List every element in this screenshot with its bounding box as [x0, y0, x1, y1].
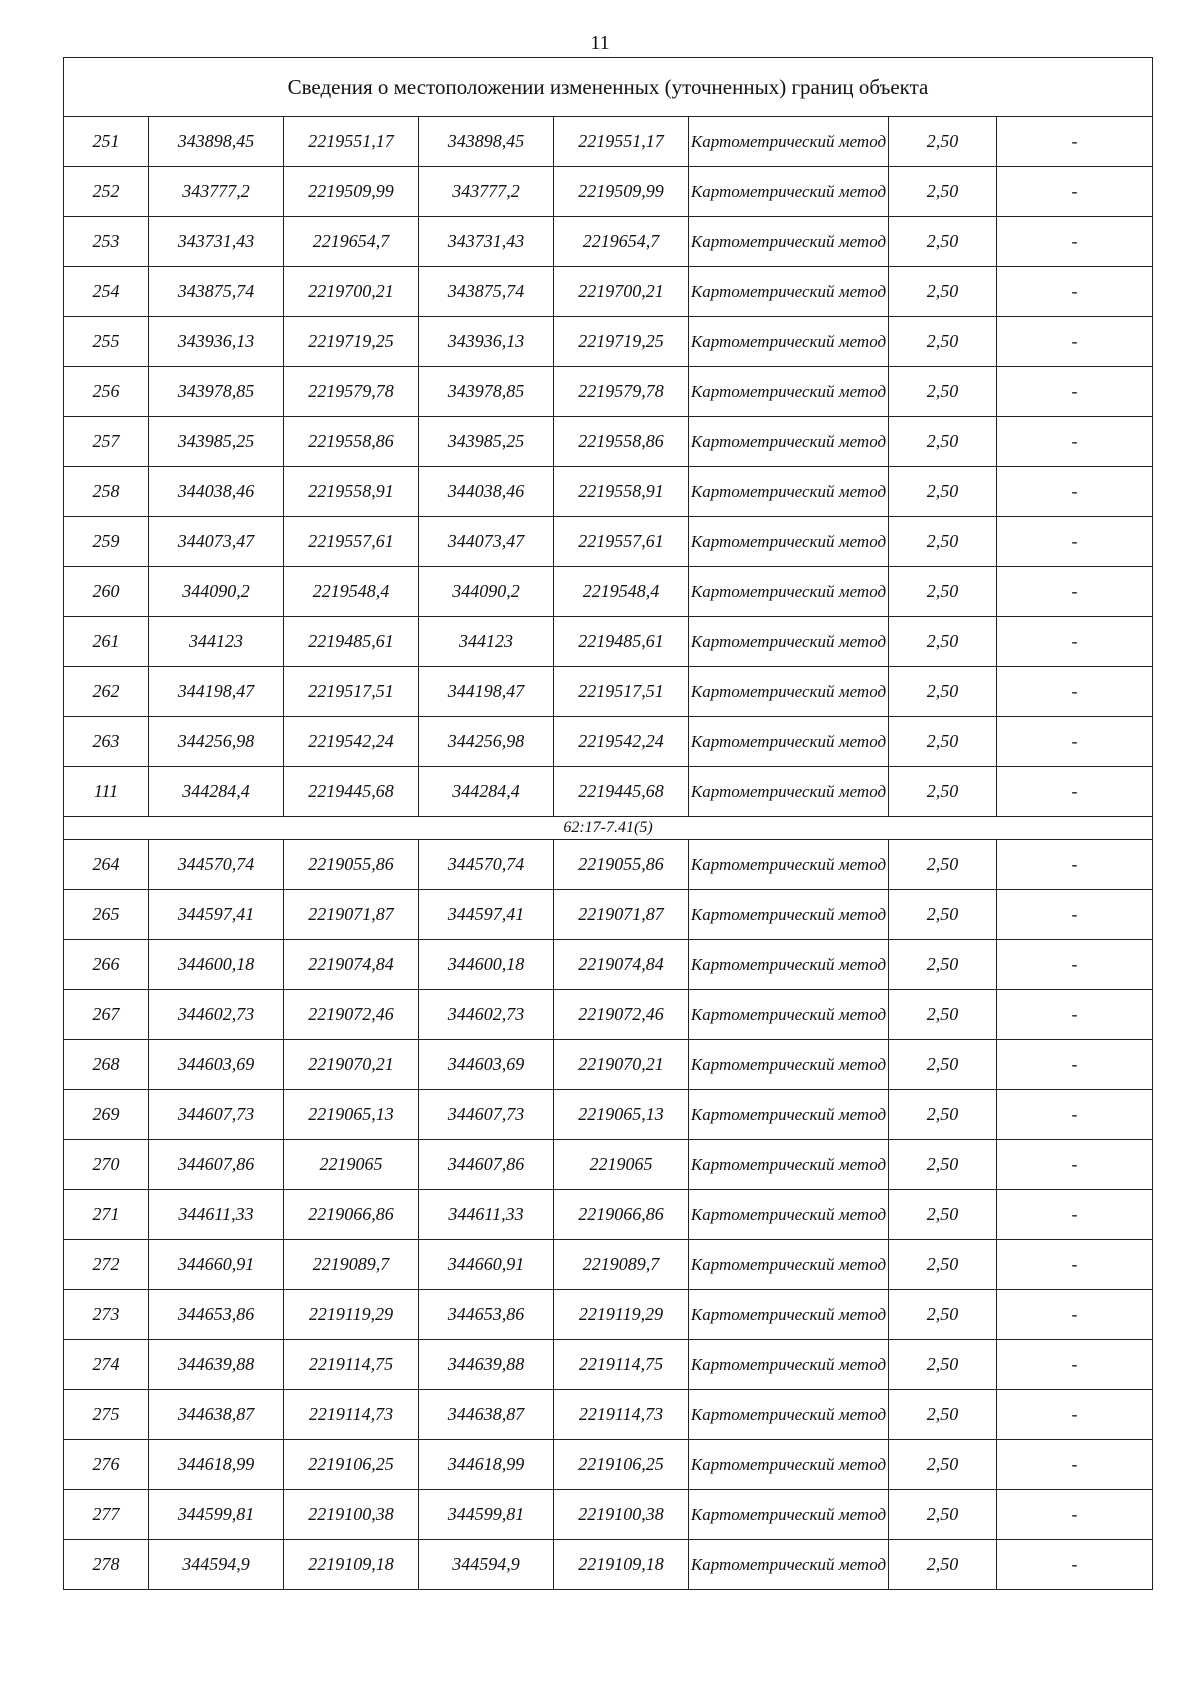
point-number-cell: 265 [64, 890, 149, 940]
method-cell: Картометрический метод [689, 567, 889, 617]
method-cell: Картометрический метод [689, 667, 889, 717]
new-x-cell: 343875,74 [419, 267, 554, 317]
description-cell: - [997, 267, 1153, 317]
table-row [64, 467, 1153, 517]
existing-x-cell: 344602,73 [149, 990, 284, 1040]
accuracy-cell: 2,50 [889, 517, 997, 567]
existing-y-cell: 2219509,99 [284, 167, 419, 217]
point-number-cell: 276 [64, 1440, 149, 1490]
point-number-cell: 255 [64, 317, 149, 367]
table-row [64, 1390, 1153, 1440]
new-y-cell: 2219700,21 [554, 267, 689, 317]
existing-y-cell: 2219445,68 [284, 767, 419, 817]
description-cell: - [997, 367, 1153, 417]
new-x-cell: 344597,41 [419, 890, 554, 940]
method-cell: Картометрический метод [689, 1190, 889, 1240]
point-number-cell: 260 [64, 567, 149, 617]
new-y-cell: 2219517,51 [554, 667, 689, 717]
table-row [64, 367, 1153, 417]
new-x-cell: 343898,45 [419, 117, 554, 167]
description-cell: - [997, 467, 1153, 517]
new-y-cell: 2219072,46 [554, 990, 689, 1040]
method-cell: Картометрический метод [689, 1540, 889, 1590]
point-number-cell: 257 [64, 417, 149, 467]
new-y-cell: 2219557,61 [554, 517, 689, 567]
table-row [64, 717, 1153, 767]
existing-x-cell: 344090,2 [149, 567, 284, 617]
point-number-cell: 268 [64, 1040, 149, 1090]
description-cell: - [997, 1390, 1153, 1440]
point-number-cell: 264 [64, 840, 149, 890]
existing-x-cell: 343875,74 [149, 267, 284, 317]
new-y-cell: 2219114,73 [554, 1390, 689, 1440]
accuracy-cell: 2,50 [889, 1340, 997, 1390]
description-cell: - [997, 417, 1153, 467]
table-title: Сведения о местоположении измененных (уточненных) границ объекта [64, 58, 1153, 117]
existing-y-cell: 2219548,4 [284, 567, 419, 617]
existing-x-cell: 344603,69 [149, 1040, 284, 1090]
existing-x-cell: 344570,74 [149, 840, 284, 890]
accuracy-cell: 2,50 [889, 767, 997, 817]
existing-x-cell: 344284,4 [149, 767, 284, 817]
new-y-cell: 2219066,86 [554, 1190, 689, 1240]
point-number-cell: 271 [64, 1190, 149, 1240]
existing-y-cell: 2219100,38 [284, 1490, 419, 1540]
table-row [64, 567, 1153, 617]
existing-x-cell: 343777,2 [149, 167, 284, 217]
description-cell: - [997, 117, 1153, 167]
new-x-cell: 344607,73 [419, 1090, 554, 1140]
existing-y-cell: 2219089,7 [284, 1240, 419, 1290]
section-header-row [64, 817, 1153, 840]
new-x-cell: 344073,47 [419, 517, 554, 567]
point-number-cell: 259 [64, 517, 149, 567]
accuracy-cell: 2,50 [889, 267, 997, 317]
new-y-cell: 2219654,7 [554, 217, 689, 267]
existing-y-cell: 2219114,75 [284, 1340, 419, 1390]
new-x-cell: 344602,73 [419, 990, 554, 1040]
description-cell: - [997, 317, 1153, 367]
table-row [64, 890, 1153, 940]
existing-y-cell: 2219700,21 [284, 267, 419, 317]
existing-y-cell: 2219055,86 [284, 840, 419, 890]
new-y-cell: 2219065 [554, 1140, 689, 1190]
existing-x-cell: 344660,91 [149, 1240, 284, 1290]
existing-x-cell: 344198,47 [149, 667, 284, 717]
description-cell: - [997, 1440, 1153, 1490]
description-cell: - [997, 517, 1153, 567]
existing-x-cell: 344600,18 [149, 940, 284, 990]
existing-x-cell: 344073,47 [149, 517, 284, 567]
point-number-cell: 277 [64, 1490, 149, 1540]
existing-y-cell: 2219114,73 [284, 1390, 419, 1440]
existing-y-cell: 2219071,87 [284, 890, 419, 940]
accuracy-cell: 2,50 [889, 1290, 997, 1340]
existing-y-cell: 2219517,51 [284, 667, 419, 717]
point-number-cell: 111 [64, 767, 149, 817]
existing-y-cell: 2219065,13 [284, 1090, 419, 1140]
new-x-cell: 344123 [419, 617, 554, 667]
description-cell: - [997, 890, 1153, 940]
existing-x-cell: 344594,9 [149, 1540, 284, 1590]
accuracy-cell: 2,50 [889, 167, 997, 217]
method-cell: Картометрический метод [689, 890, 889, 940]
point-number-cell: 266 [64, 940, 149, 990]
method-cell: Картометрический метод [689, 1240, 889, 1290]
accuracy-cell: 2,50 [889, 840, 997, 890]
existing-x-cell: 344123 [149, 617, 284, 667]
existing-y-cell: 2219551,17 [284, 117, 419, 167]
table-row [64, 317, 1153, 367]
table-row [64, 1190, 1153, 1240]
new-x-cell: 344607,86 [419, 1140, 554, 1190]
table-row [64, 1090, 1153, 1140]
accuracy-cell: 2,50 [889, 467, 997, 517]
method-cell: Картометрический метод [689, 1340, 889, 1390]
method-cell: Картометрический метод [689, 767, 889, 817]
new-x-cell: 344639,88 [419, 1340, 554, 1390]
point-number-cell: 273 [64, 1290, 149, 1340]
new-y-cell: 2219065,13 [554, 1090, 689, 1140]
new-y-cell: 2219089,7 [554, 1240, 689, 1290]
new-x-cell: 344090,2 [419, 567, 554, 617]
existing-x-cell: 343898,45 [149, 117, 284, 167]
existing-x-cell: 343978,85 [149, 367, 284, 417]
description-cell: - [997, 1340, 1153, 1390]
method-cell: Картометрический метод [689, 217, 889, 267]
accuracy-cell: 2,50 [889, 890, 997, 940]
new-y-cell: 2219551,17 [554, 117, 689, 167]
table-row [64, 117, 1153, 167]
existing-x-cell: 344618,99 [149, 1440, 284, 1490]
new-y-cell: 2219055,86 [554, 840, 689, 890]
accuracy-cell: 2,50 [889, 417, 997, 467]
accuracy-cell: 2,50 [889, 1440, 997, 1490]
accuracy-cell: 2,50 [889, 667, 997, 717]
table-row [64, 667, 1153, 717]
existing-x-cell: 343731,43 [149, 217, 284, 267]
description-cell: - [997, 767, 1153, 817]
description-cell: - [997, 1290, 1153, 1340]
boundary-coordinates-table [63, 57, 1153, 1590]
new-x-cell: 344038,46 [419, 467, 554, 517]
method-cell: Картометрический метод [689, 990, 889, 1040]
table-row [64, 1340, 1153, 1390]
table-row [64, 767, 1153, 817]
point-number-cell: 253 [64, 217, 149, 267]
accuracy-cell: 2,50 [889, 1540, 997, 1590]
existing-y-cell: 2219066,86 [284, 1190, 419, 1240]
existing-y-cell: 2219579,78 [284, 367, 419, 417]
point-number-cell: 252 [64, 167, 149, 217]
accuracy-cell: 2,50 [889, 567, 997, 617]
method-cell: Картометрический метод [689, 1290, 889, 1340]
new-x-cell: 344611,33 [419, 1190, 554, 1240]
existing-y-cell: 2219074,84 [284, 940, 419, 990]
description-cell: - [997, 1540, 1153, 1590]
new-y-cell: 2219445,68 [554, 767, 689, 817]
method-cell: Картометрический метод [689, 467, 889, 517]
method-cell: Картометрический метод [689, 167, 889, 217]
description-cell: - [997, 717, 1153, 767]
table-title-row [64, 58, 1153, 117]
description-cell: - [997, 990, 1153, 1040]
description-cell: - [997, 1240, 1153, 1290]
existing-y-cell: 2219485,61 [284, 617, 419, 667]
existing-y-cell: 2219106,25 [284, 1440, 419, 1490]
point-number-cell: 256 [64, 367, 149, 417]
accuracy-cell: 2,50 [889, 617, 997, 667]
new-x-cell: 344198,47 [419, 667, 554, 717]
existing-x-cell: 343985,25 [149, 417, 284, 467]
table-row [64, 417, 1153, 467]
existing-y-cell: 2219654,7 [284, 217, 419, 267]
point-number-cell: 275 [64, 1390, 149, 1440]
table-row [64, 1540, 1153, 1590]
method-cell: Картометрический метод [689, 717, 889, 767]
method-cell: Картометрический метод [689, 940, 889, 990]
description-cell: - [997, 617, 1153, 667]
page-number: 11 [590, 32, 610, 54]
existing-y-cell: 2219070,21 [284, 1040, 419, 1090]
new-x-cell: 344594,9 [419, 1540, 554, 1590]
point-number-cell: 278 [64, 1540, 149, 1590]
point-number-cell: 263 [64, 717, 149, 767]
new-x-cell: 343978,85 [419, 367, 554, 417]
method-cell: Картометрический метод [689, 517, 889, 567]
accuracy-cell: 2,50 [889, 1190, 997, 1240]
description-cell: - [997, 1490, 1153, 1540]
existing-y-cell: 2219557,61 [284, 517, 419, 567]
table-row [64, 167, 1153, 217]
existing-y-cell: 2219072,46 [284, 990, 419, 1040]
method-cell: Картометрический метод [689, 1390, 889, 1440]
description-cell: - [997, 167, 1153, 217]
point-number-cell: 261 [64, 617, 149, 667]
new-y-cell: 2219070,21 [554, 1040, 689, 1090]
new-y-cell: 2219100,38 [554, 1490, 689, 1540]
table-row [64, 1490, 1153, 1540]
new-x-cell: 344600,18 [419, 940, 554, 990]
method-cell: Картометрический метод [689, 1140, 889, 1190]
new-x-cell: 344638,87 [419, 1390, 554, 1440]
method-cell: Картометрический метод [689, 317, 889, 367]
point-number-cell: 274 [64, 1340, 149, 1390]
existing-x-cell: 344607,73 [149, 1090, 284, 1140]
description-cell: - [997, 1140, 1153, 1190]
method-cell: Картометрический метод [689, 1490, 889, 1540]
existing-x-cell: 344038,46 [149, 467, 284, 517]
table-row [64, 517, 1153, 567]
new-y-cell: 2219542,24 [554, 717, 689, 767]
description-cell: - [997, 667, 1153, 717]
description-cell: - [997, 840, 1153, 890]
new-y-cell: 2219548,4 [554, 567, 689, 617]
description-cell: - [997, 567, 1153, 617]
method-cell: Картометрический метод [689, 417, 889, 467]
new-y-cell: 2219114,75 [554, 1340, 689, 1390]
accuracy-cell: 2,50 [889, 317, 997, 367]
point-number-cell: 267 [64, 990, 149, 1040]
new-x-cell: 344603,69 [419, 1040, 554, 1090]
new-x-cell: 343985,25 [419, 417, 554, 467]
new-y-cell: 2219119,29 [554, 1290, 689, 1340]
table-row [64, 840, 1153, 890]
table-row [64, 940, 1153, 990]
method-cell: Картометрический метод [689, 1090, 889, 1140]
accuracy-cell: 2,50 [889, 1390, 997, 1440]
accuracy-cell: 2,50 [889, 1040, 997, 1090]
new-y-cell: 2219485,61 [554, 617, 689, 667]
accuracy-cell: 2,50 [889, 1140, 997, 1190]
new-x-cell: 343777,2 [419, 167, 554, 217]
accuracy-cell: 2,50 [889, 990, 997, 1040]
new-x-cell: 344653,86 [419, 1290, 554, 1340]
new-y-cell: 2219074,84 [554, 940, 689, 990]
method-cell: Картометрический метод [689, 1040, 889, 1090]
section-title: 62:17-7.41(5) [64, 817, 1153, 840]
point-number-cell: 269 [64, 1090, 149, 1140]
existing-x-cell: 344638,87 [149, 1390, 284, 1440]
existing-x-cell: 344256,98 [149, 717, 284, 767]
accuracy-cell: 2,50 [889, 1490, 997, 1540]
existing-x-cell: 344599,81 [149, 1490, 284, 1540]
method-cell: Картометрический метод [689, 840, 889, 890]
existing-x-cell: 344611,33 [149, 1190, 284, 1240]
new-x-cell: 344256,98 [419, 717, 554, 767]
new-y-cell: 2219106,25 [554, 1440, 689, 1490]
existing-y-cell: 2219558,86 [284, 417, 419, 467]
new-y-cell: 2219071,87 [554, 890, 689, 940]
point-number-cell: 262 [64, 667, 149, 717]
table-row [64, 990, 1153, 1040]
point-number-cell: 251 [64, 117, 149, 167]
new-y-cell: 2219558,86 [554, 417, 689, 467]
new-y-cell: 2219719,25 [554, 317, 689, 367]
new-x-cell: 344570,74 [419, 840, 554, 890]
existing-x-cell: 344639,88 [149, 1340, 284, 1390]
existing-y-cell: 2219542,24 [284, 717, 419, 767]
point-number-cell: 270 [64, 1140, 149, 1190]
accuracy-cell: 2,50 [889, 367, 997, 417]
table-row [64, 1140, 1153, 1190]
accuracy-cell: 2,50 [889, 117, 997, 167]
method-cell: Картометрический метод [689, 617, 889, 667]
accuracy-cell: 2,50 [889, 717, 997, 767]
existing-x-cell: 344653,86 [149, 1290, 284, 1340]
new-x-cell: 344660,91 [419, 1240, 554, 1290]
existing-y-cell: 2219119,29 [284, 1290, 419, 1340]
accuracy-cell: 2,50 [889, 1240, 997, 1290]
table-row [64, 217, 1153, 267]
new-y-cell: 2219579,78 [554, 367, 689, 417]
existing-y-cell: 2219558,91 [284, 467, 419, 517]
method-cell: Картометрический метод [689, 367, 889, 417]
point-number-cell: 254 [64, 267, 149, 317]
table-row [64, 1440, 1153, 1490]
method-cell: Картометрический метод [689, 267, 889, 317]
existing-x-cell: 343936,13 [149, 317, 284, 367]
new-x-cell: 343936,13 [419, 317, 554, 367]
point-number-cell: 258 [64, 467, 149, 517]
new-x-cell: 343731,43 [419, 217, 554, 267]
method-cell: Картометрический метод [689, 117, 889, 167]
table-row [64, 1290, 1153, 1340]
description-cell: - [997, 217, 1153, 267]
accuracy-cell: 2,50 [889, 1090, 997, 1140]
accuracy-cell: 2,50 [889, 940, 997, 990]
existing-x-cell: 344607,86 [149, 1140, 284, 1190]
new-y-cell: 2219109,18 [554, 1540, 689, 1590]
new-x-cell: 344284,4 [419, 767, 554, 817]
description-cell: - [997, 1040, 1153, 1090]
description-cell: - [997, 1190, 1153, 1240]
table-row [64, 1040, 1153, 1090]
description-cell: - [997, 1090, 1153, 1140]
description-cell: - [997, 940, 1153, 990]
accuracy-cell: 2,50 [889, 217, 997, 267]
existing-x-cell: 344597,41 [149, 890, 284, 940]
point-number-cell: 272 [64, 1240, 149, 1290]
existing-y-cell: 2219109,18 [284, 1540, 419, 1590]
method-cell: Картометрический метод [689, 1440, 889, 1490]
new-x-cell: 344618,99 [419, 1440, 554, 1490]
table-row [64, 267, 1153, 317]
new-y-cell: 2219558,91 [554, 467, 689, 517]
existing-y-cell: 2219065 [284, 1140, 419, 1190]
table-row [64, 1240, 1153, 1290]
existing-y-cell: 2219719,25 [284, 317, 419, 367]
table-row [64, 617, 1153, 667]
new-x-cell: 344599,81 [419, 1490, 554, 1540]
new-y-cell: 2219509,99 [554, 167, 689, 217]
